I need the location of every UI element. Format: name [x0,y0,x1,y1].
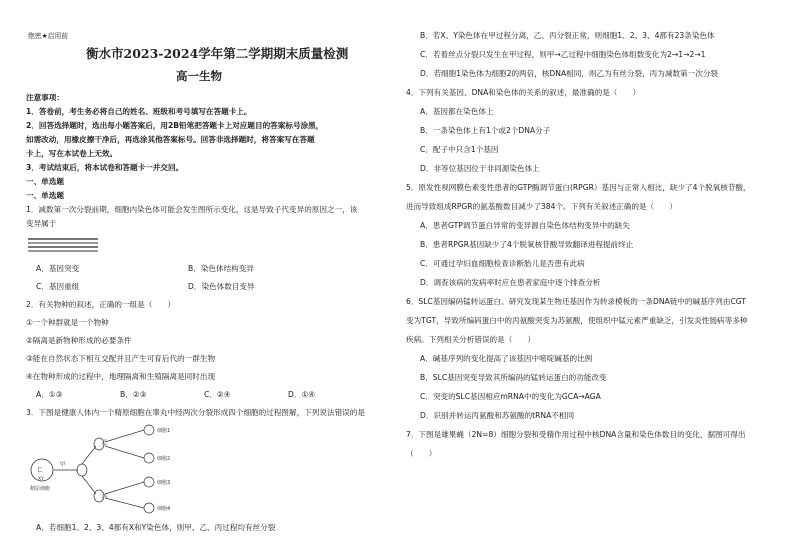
q5-option-b[interactable]: B．患者RPGR基因缺少了4个脱氧核苷酸导致翻译进程提前终止 [420,240,634,249]
chrom-label: XY [38,477,44,482]
q5-stem-line: 5．原发性视网膜色素变性患者的GTP酶调节蛋白(RPGR）基因与正常人相比，缺少了4个脱氧核苷酸， [406,183,751,192]
notice-line: 1．答卷前，考生务必将自己的姓名、班级和考号填写在答题卡上。 [26,107,252,116]
q3-option-a[interactable]: A．若细胞1、2、3、4都有X和Y染色体，则甲、乙、丙过程均有丝分裂 [36,523,276,532]
q4-option-d[interactable]: D．非等位基因位于非同源染色体上 [420,164,540,173]
cell-1-label: 细胞1 [157,428,171,434]
exam-subtitle: 高一生物 [176,69,222,83]
q2-option-b[interactable]: B．②③ [120,390,147,399]
q5-option-a[interactable]: A．患者GTP调节蛋白异常的变异源自染色体结构变异中的缺失 [420,221,630,230]
q6-option-b[interactable]: B．SLC基因突变导致其所编码的锰转运蛋白的功能改变 [420,373,607,382]
q3-option-c[interactable]: C．若着丝点分裂只发生在甲过程，则甲→乙过程中细胞染色体组数变化为2→1→2→1 [420,50,706,59]
q2-stem: 2．有关物种的叙述，正确的一组是（ ） [26,300,176,309]
process-jia-label: 甲 [60,462,66,468]
q1-option-a[interactable]: A．基因突变 [36,264,80,273]
q5-option-c[interactable]: C．可通过孕妇血细胞检查诊断胎儿是否患有此病 [420,259,585,268]
q2-item: ②隔离是新物种形成的必要条件 [26,336,132,345]
notice-line: 卡上，写在本试卷上无效。 [26,149,118,158]
cell-2-shape [144,453,154,463]
q2-item: ④在物种形成的过程中，地理隔离和生殖隔离是同时出现 [26,372,216,381]
process-bing-label: 丙 [102,494,108,500]
q2-option-a[interactable]: A．①③ [36,390,63,399]
process-yi-label: 乙 [102,440,108,446]
q2-option-c[interactable]: C．②④ [204,390,231,399]
exam-title: 衡水市2023-2024学年第二学期期末质量检测 [86,46,349,61]
notice-line: 2．回答选择题时，选出每小题答案后，用2B铅笔把答题卡上对应题目的答案标号涂黑， [26,121,324,130]
notice-line: 如需改动，用橡皮擦干净后，再选涂其他答案标号。回答非选择题时，将答案写在答题 [26,135,315,144]
chromosome-glyph: ㄈ [36,465,44,474]
q1-option-c[interactable]: C．基因重组 [36,282,80,291]
section-heading: 一、单选题 [26,191,64,200]
right-column [406,0,776,560]
cell-3-label: 细胞3 [157,480,171,486]
meiosis-diagram [26,424,196,520]
q6-option-c[interactable]: C．突变的SLC基因相应mRNA中的变化为GCA→AGA [420,392,601,401]
q4-option-b[interactable]: B．一条染色体上有1个或2个DNA分子 [420,126,551,135]
q4-option-c[interactable]: C．配子中只含1个基因 [420,145,499,154]
cell-1-shape [144,425,154,435]
q4-option-a[interactable]: A．基因都在染色体上 [420,107,494,116]
cell-4-shape [144,503,154,513]
q7-stem-line: （ ） [406,449,437,458]
q5-stem-line: 进而导致组成RPGR的氨基酸数目减少了384个。下列有关叙述正确的是（ ） [406,202,677,211]
q1-stem-line: 变异属于 [26,219,57,228]
q6-stem-line: 变为TGT，导致所编码蛋白中的丙氨酸突变为苏氨酸，使组织中锰元素严重缺乏，引发炎性肠病等多种 [406,316,748,325]
notice-heading: 注意事项： [26,93,64,102]
q1-option-b[interactable]: B．染色体结构变异 [188,264,254,273]
q1-stem-line: 1．减数第一次分裂前期，细胞内染色体可能会发生图所示变化，这是导致子代变异的原因之一，该 [26,205,358,214]
q1-option-d[interactable]: D．染色体数目变异 [188,282,255,291]
cell-4-label: 细胞4 [157,506,171,512]
q2-option-d[interactable]: D．①④ [288,390,316,399]
notice-line: 3．考试结束后，将本试卷和答题卡一并交回。 [26,163,184,172]
q7-stem-line: 7．下图是雄果蝇（2N=8）细胞分裂和受精作用过程中核DNA含量和染色体数目的变化，据图可得出 [406,430,746,439]
q5-option-d[interactable]: D．调查该病的发病率时应在患者家庭中逐个排查分析 [420,278,601,287]
confidential-tag: 绝密★启用前 [28,32,69,40]
q3-stem: 3．下图是健康人体内一个精原细胞在睾丸中经两次分裂形成四个细胞的过程图解，下列说法错误的是 [26,408,365,417]
q4-stem: 4．下列有关基因、DNA和染色体的关系的叙述，最准确的是（ ） [406,88,641,97]
section-heading: 一、单选题 [26,177,64,186]
q2-item: ①一个种群就是一个物种 [26,318,109,327]
left-column [26,0,396,560]
q2-item: ③能在自然状态下相互交配并且产生可育后代的一群生物 [26,354,216,363]
spermatogonium-label: 精原细胞 [30,486,51,492]
cell-2-label: 细胞2 [157,456,171,462]
chromosome-figure [28,236,100,256]
q6-stem-line: 6．SLC基因编码锰转运蛋白。研究发现某生物还基因作为转录模板的一条DNA链中的碱基序列由CGT [406,297,747,306]
q3-option-b[interactable]: B．若X、Y染色体在甲过程分离，乙、丙分裂正常，则细胞1、2、3、4都有23条染色体 [420,31,715,40]
cell-3-shape [144,477,154,487]
q6-stem-line: 疾病。下列相关分析错误的是（ ） [406,335,536,344]
q3-option-d[interactable]: D．若细胞1染色体为细胞2的两倍，核DNA相同，则乙为有丝分裂，丙为减数第一次分裂 [420,69,719,78]
q6-option-a[interactable]: A．碱基序列的变化提高了该基因中嘧啶碱基的比例 [420,354,593,363]
q6-option-d[interactable]: D．识别并转运丙氨酸和苏氨酸的tRNA不相同 [420,411,575,420]
